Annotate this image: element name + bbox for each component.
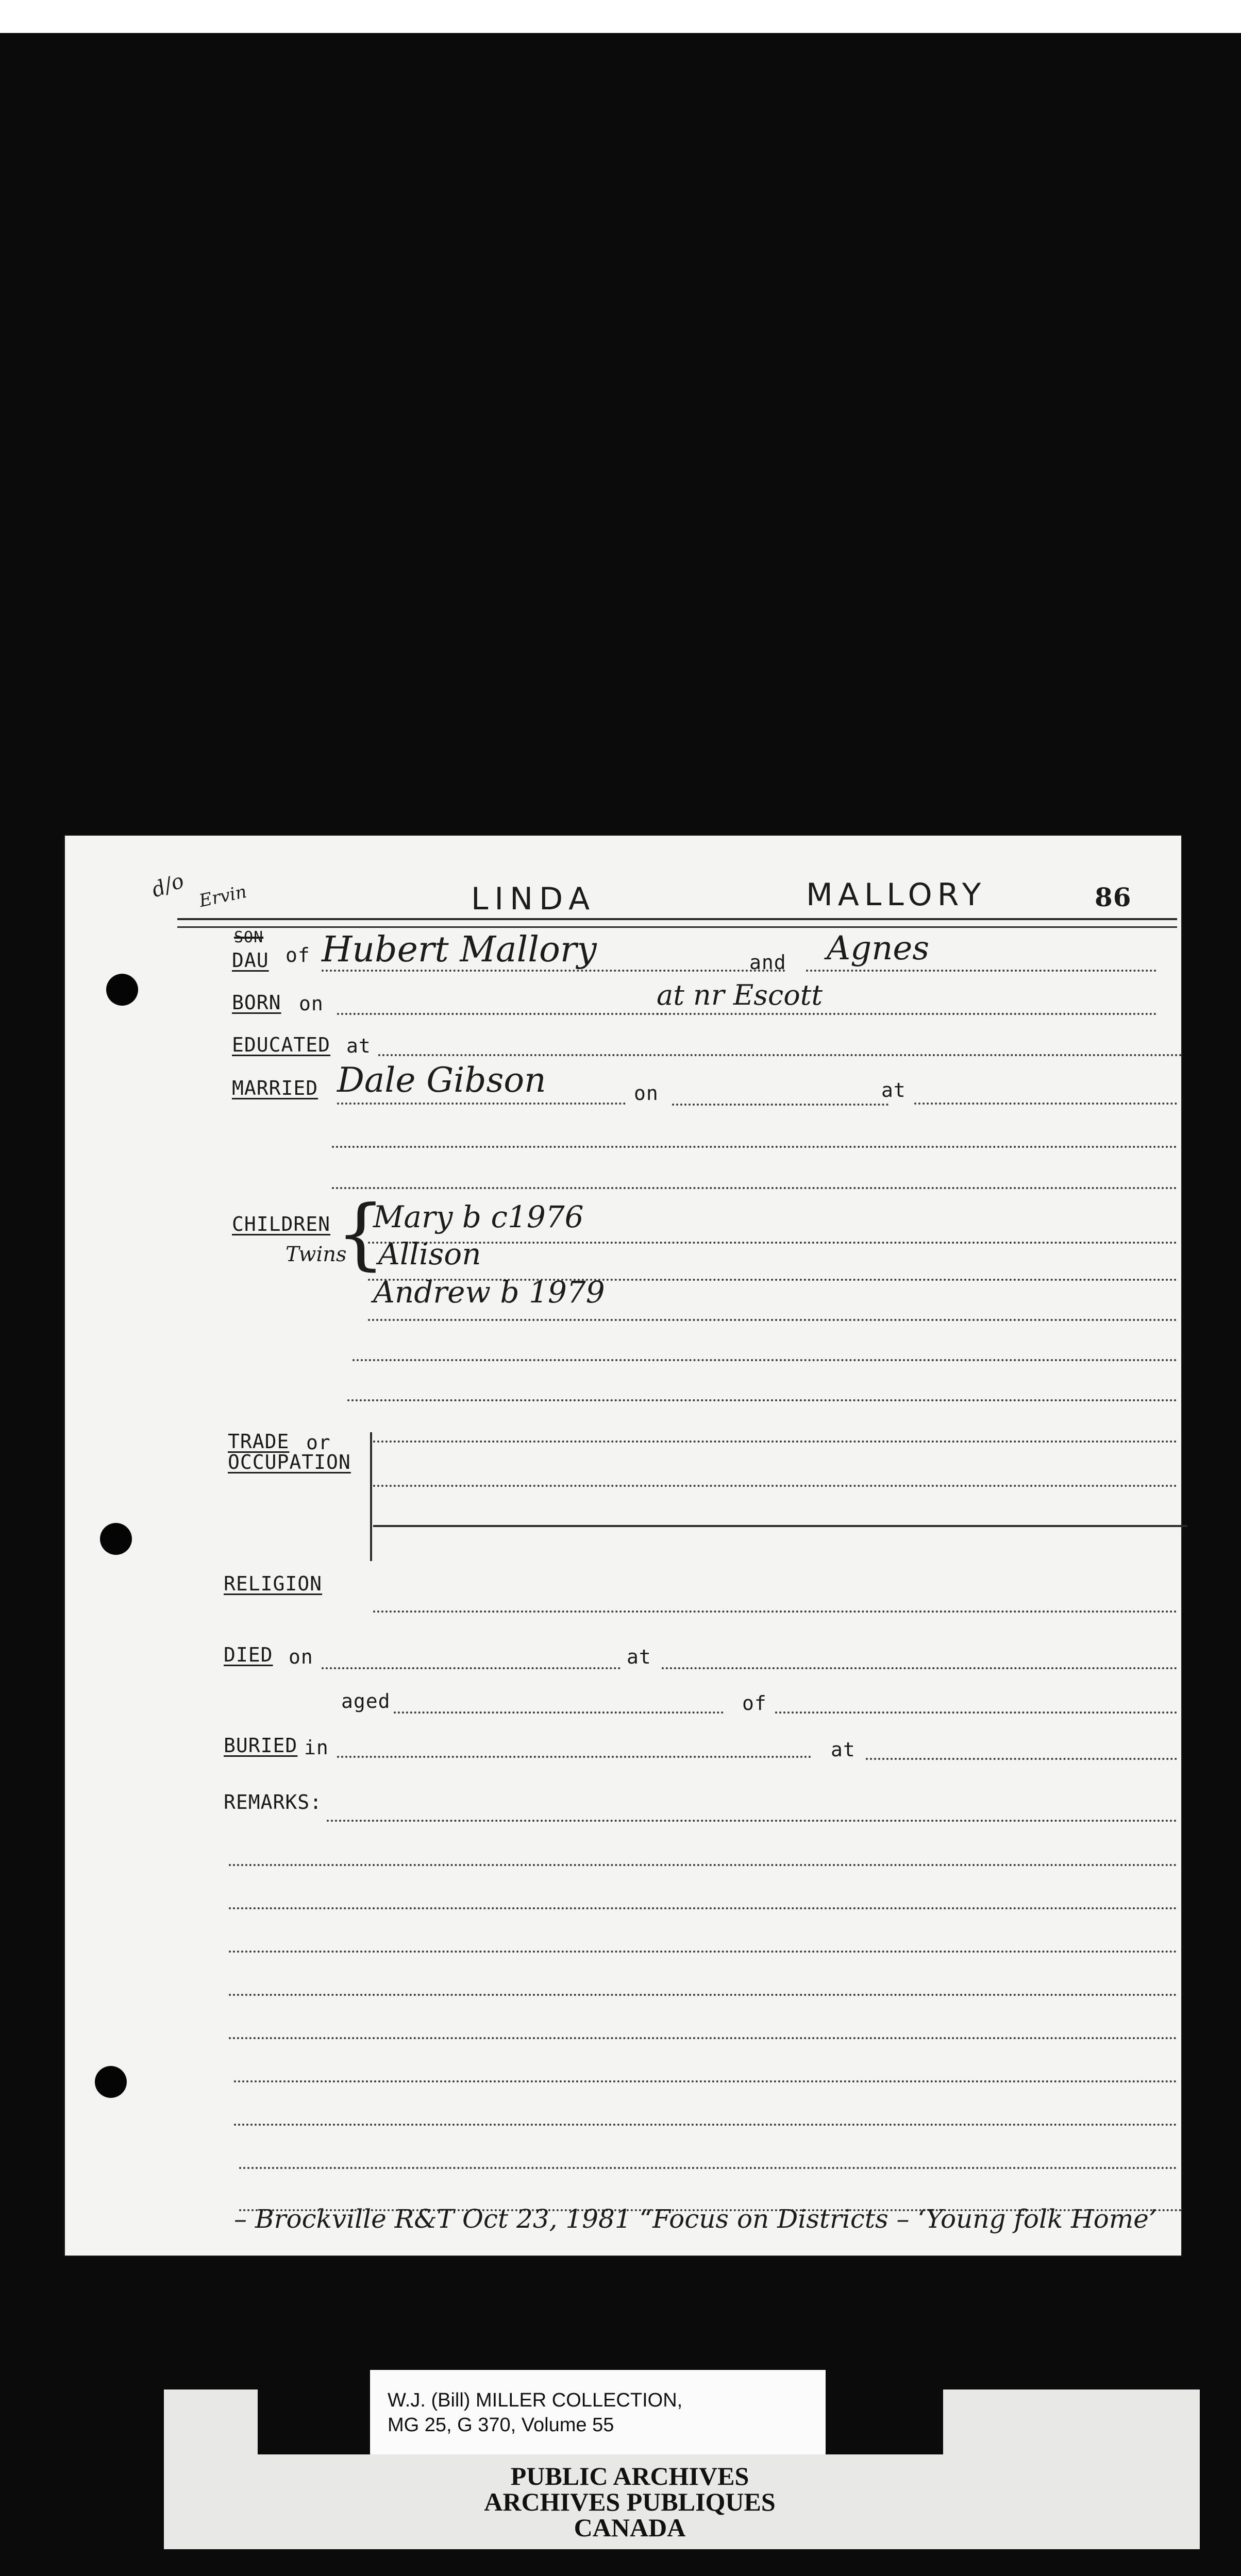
child-2: Allison bbox=[378, 1236, 481, 1272]
child-line-4 bbox=[353, 1359, 1177, 1361]
born-label: BORN bbox=[232, 991, 281, 1014]
twins-brace: { bbox=[336, 1189, 385, 1279]
margin-note-ervin: Ervin bbox=[197, 881, 249, 912]
header-rule-2 bbox=[177, 926, 1177, 928]
children-label: CHILDREN bbox=[232, 1213, 331, 1235]
son-label-struck: SON bbox=[234, 928, 264, 946]
died-date-line bbox=[322, 1667, 620, 1669]
remarks-line-5 bbox=[229, 1994, 1177, 1996]
educated-label: EDUCATED bbox=[232, 1033, 331, 1056]
born-on-label: on bbox=[299, 992, 324, 1015]
twins-note: Twins bbox=[286, 1243, 347, 1266]
child-line-1 bbox=[368, 1242, 1177, 1244]
aged-of-line bbox=[775, 1711, 1177, 1714]
genealogy-record-card bbox=[64, 835, 1182, 2257]
married-label: MARRIED bbox=[232, 1077, 318, 1099]
aged-line bbox=[394, 1711, 724, 1714]
collection-line-2: MG 25, G 370, Volume 55 bbox=[388, 2414, 614, 2436]
occupation-line-3 bbox=[373, 1525, 1187, 1527]
buried-label: BURIED bbox=[224, 1734, 298, 1757]
dau-label: DAU bbox=[232, 949, 269, 972]
remarks-line-4 bbox=[229, 1951, 1177, 1953]
spouse-line bbox=[337, 1103, 626, 1105]
punch-hole-middle bbox=[100, 1523, 132, 1555]
source-note: – Brockville R&T Oct 23, 1981 “Focus on Districts – ‘Young folk Home’ bbox=[234, 2204, 1157, 2234]
born-place-line bbox=[657, 1013, 1156, 1015]
remarks-line-1 bbox=[327, 1820, 1177, 1822]
trade-label: TRADE bbox=[228, 1430, 290, 1453]
married-on-label: on bbox=[634, 1082, 659, 1105]
father-name: Hubert Mallory bbox=[322, 929, 597, 970]
header-rule-1 bbox=[177, 918, 1177, 920]
collection-label bbox=[370, 2370, 826, 2454]
died-place-line bbox=[662, 1667, 1177, 1669]
occupation-line-1 bbox=[373, 1440, 1177, 1443]
died-label: DIED bbox=[224, 1643, 273, 1666]
remarks-line-8 bbox=[234, 2124, 1177, 2126]
remarks-line-9 bbox=[239, 2167, 1177, 2169]
aged-of-label: of bbox=[742, 1692, 767, 1715]
educated-at-label: at bbox=[346, 1035, 371, 1057]
stamp-line-2: ARCHIVES PUBLIQUES bbox=[484, 2487, 776, 2516]
religion-label: RELIGION bbox=[224, 1572, 323, 1595]
child-1: Mary b c1976 bbox=[373, 1199, 584, 1234]
punch-hole-bottom bbox=[95, 2066, 127, 2098]
died-at-label: at bbox=[627, 1646, 651, 1668]
remarks-label: REMARKS: bbox=[224, 1791, 323, 1814]
page-number: 86 bbox=[1095, 882, 1132, 912]
religion-line bbox=[373, 1611, 1177, 1613]
child-3: Andrew b 1979 bbox=[373, 1275, 605, 1310]
born-place: at nr Escott bbox=[657, 979, 823, 1011]
remarks-line-6 bbox=[229, 2037, 1177, 2039]
remarks-line-7 bbox=[234, 2080, 1177, 2082]
given-name: LINDA bbox=[471, 881, 596, 917]
married-at-label: at bbox=[881, 1079, 906, 1101]
married-extra-line-2 bbox=[332, 1187, 1177, 1189]
buried-line bbox=[337, 1756, 811, 1758]
occupation-bracket bbox=[370, 1432, 372, 1561]
stamp-line-1: PUBLIC ARCHIVES bbox=[510, 2462, 749, 2490]
spouse-name: Dale Gibson bbox=[337, 1060, 546, 1100]
died-on-label: on bbox=[289, 1646, 313, 1668]
stamp-line-3: CANADA bbox=[574, 2513, 686, 2542]
buried-at-label: at bbox=[831, 1738, 856, 1761]
born-date-line bbox=[337, 1013, 667, 1015]
collection-line-1: W.J. (Bill) MILLER COLLECTION, bbox=[388, 2389, 683, 2411]
occupation-label: OCCUPATION bbox=[228, 1451, 351, 1473]
married-date-line bbox=[672, 1104, 888, 1106]
trade-or-label: or bbox=[306, 1431, 331, 1454]
buried-in-label: in bbox=[304, 1736, 329, 1759]
child-line-5 bbox=[347, 1399, 1177, 1401]
remarks-line-2 bbox=[229, 1864, 1177, 1866]
margin-note-do: d/o bbox=[148, 869, 188, 903]
father-line bbox=[322, 970, 785, 972]
child-line-3 bbox=[368, 1319, 1177, 1321]
aged-label: aged bbox=[341, 1690, 391, 1713]
mother-line bbox=[806, 970, 1156, 972]
of-label: of bbox=[286, 944, 310, 967]
occupation-line-2 bbox=[373, 1485, 1177, 1487]
mother-name: Agnes bbox=[827, 929, 930, 968]
married-extra-line-1 bbox=[332, 1146, 1177, 1148]
buried-place-line bbox=[866, 1758, 1177, 1760]
surname: MALLORY bbox=[806, 877, 986, 913]
married-place-line bbox=[914, 1103, 1177, 1105]
punch-hole-top bbox=[106, 974, 138, 1006]
educated-line bbox=[378, 1054, 1182, 1056]
and-label: and bbox=[749, 951, 786, 974]
remarks-line-3 bbox=[229, 1907, 1177, 1909]
